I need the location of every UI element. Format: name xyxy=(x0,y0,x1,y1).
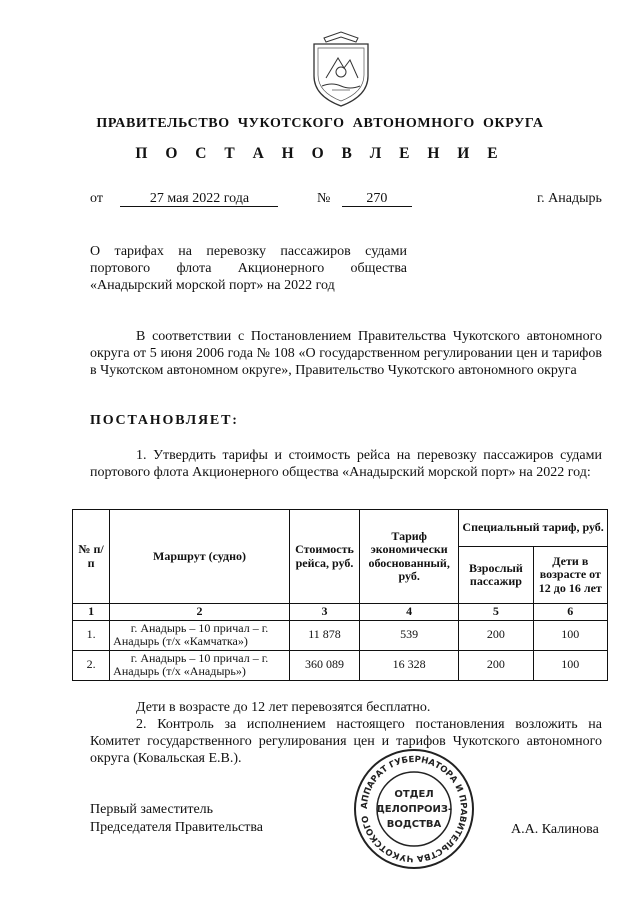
row-econ: 539 xyxy=(360,620,459,650)
row-num: 2. xyxy=(73,650,110,680)
row-adult: 200 xyxy=(459,620,533,650)
position-line-2: Председателя Правительства xyxy=(90,820,264,835)
column-number: 2 xyxy=(110,604,290,621)
header-num: № п/п xyxy=(73,510,110,604)
column-number: 6 xyxy=(533,604,607,621)
header-adult: Взрослый пассажир xyxy=(459,547,533,604)
date-value: 27 мая 2022 года xyxy=(120,191,278,207)
preamble: В соответствии с Постановлением Правительства Чукотского автономного округа от 5 июня 2006 года № 108 «О государственном регулировании цен и тарифов в Чукотском автономном округе», Правительство Чукотского автономного округа xyxy=(90,329,602,378)
document-subject: О тарифах на перевозку пассажиров судами портового флота Акционерного общества «Анадырский морской порт» на 2022 год xyxy=(90,244,407,293)
tariff-table xyxy=(72,509,608,681)
note: Дети в возрасте до 12 лет перевозятся бесплатно. xyxy=(136,700,431,715)
document-type: П О С Т А Н О В Л Е Н И Е xyxy=(135,145,505,162)
date-field xyxy=(90,191,278,207)
row-child: 100 xyxy=(533,620,607,650)
row-econ: 16 328 xyxy=(360,650,459,680)
clause-2: 2. Контроль за исполнением настоящего постановления возложить на Комитет государственного регулирования цен и тарифов Чукотского автономного округа (Ковальская Е.В.). xyxy=(90,717,602,766)
header-cost: Стоимость рейса, руб. xyxy=(289,510,359,604)
column-number: 3 xyxy=(289,604,359,621)
stamp-center-line: ДЕЛОПРОИЗ- xyxy=(375,804,453,815)
number-field xyxy=(317,191,412,207)
row-adult: 200 xyxy=(459,650,533,680)
coat-of-arms-icon xyxy=(304,30,378,110)
clause-1: 1. Утвердить тарифы и стоимость рейса на перевозку пассажиров судами портового флота Акционерного общества «Анадырский морской порт» на 2022 год: xyxy=(90,448,602,480)
stamp-ring-text: АППАРАТ ГУБЕРНАТОРА И ПРАВИТЕЛЬСТВА ЧУКОТСКОГО xyxy=(359,754,469,864)
table-row xyxy=(73,650,608,680)
header-route: Маршрут (судно) xyxy=(110,510,290,604)
number-value: 270 xyxy=(342,191,412,207)
signatory-name: А.А. Калинова xyxy=(511,822,599,837)
number-prefix: № xyxy=(317,191,331,206)
coat-of-arms xyxy=(304,30,378,110)
row-cost: 360 089 xyxy=(289,650,359,680)
row-route: г. Анадырь – 10 причал – г. Анадырь (т/х «Камчатка») xyxy=(110,620,290,650)
stamp-icon xyxy=(352,747,476,871)
column-number: 4 xyxy=(360,604,459,621)
column-number: 1 xyxy=(73,604,110,621)
header-special: Специальный тариф, руб. xyxy=(459,510,608,547)
row-cost: 11 878 xyxy=(289,620,359,650)
header-child: Дети в возрасте от 12 до 16 лет xyxy=(533,547,607,604)
government-title: ПРАВИТЕЛЬСТВО ЧУКОТСКОГО АВТОНОМНОГО ОКРУГА xyxy=(96,116,544,131)
decree-word: ПОСТАНОВЛЯЕТ: xyxy=(90,413,239,428)
table-row xyxy=(73,620,608,650)
column-number-row xyxy=(73,604,608,621)
table-header-row xyxy=(73,510,608,547)
signatory-position xyxy=(90,801,263,837)
date-prefix: от xyxy=(90,191,103,206)
row-child: 100 xyxy=(533,650,607,680)
office-stamp xyxy=(352,747,476,871)
header-econ: Тариф экономически обоснованный, руб. xyxy=(360,510,459,604)
stamp-center-line: ОТДЕЛ xyxy=(394,789,434,800)
city: г. Анадырь xyxy=(537,191,602,206)
stamp-center-line: ВОДСТВА xyxy=(386,819,442,830)
position-line-1: Первый заместитель xyxy=(90,802,214,817)
row-num: 1. xyxy=(73,620,110,650)
row-route: г. Анадырь – 10 причал – г. Анадырь (т/х «Анадырь») xyxy=(110,650,290,680)
column-number: 5 xyxy=(459,604,533,621)
